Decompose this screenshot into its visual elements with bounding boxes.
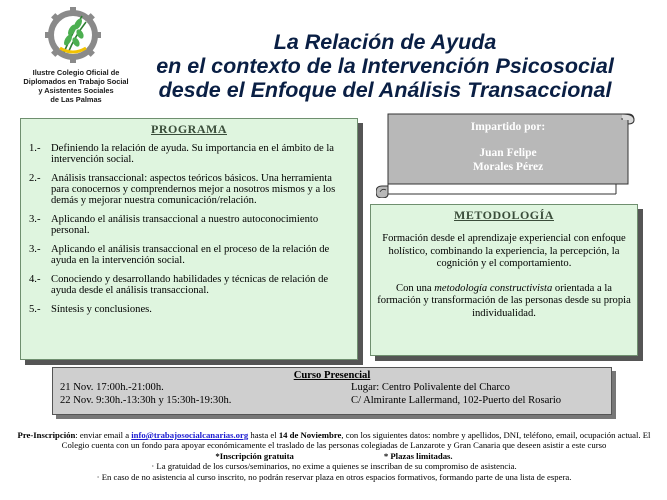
- metodologia-box: [370, 204, 638, 356]
- pre-inscripcion-text-2: hasta el: [248, 430, 279, 440]
- college-name-line: de Las Palmas: [50, 95, 102, 104]
- curso-row: [53, 382, 611, 395]
- programa-item-text: Aplicando el análisis transaccional en el proceso de la relación de ayuda en la intervención social.: [51, 244, 330, 266]
- programa-item-text: Definiendo la relación de ayuda. Su importancia en el ámbito de la intervención social.: [51, 143, 334, 165]
- programa-list: [29, 143, 349, 315]
- metodologia-paragraph-1: Formación desde el aprendizaje experiencial con enfoque holístico, combinando la experiencia, la percepción, la cognición y el comportamiento.: [382, 233, 626, 269]
- programa-item-number: 3.-: [29, 244, 41, 255]
- programa-item-number: 2.-: [29, 173, 41, 184]
- programa-item: [29, 173, 349, 206]
- metodologia-p2-emphasis: metodología constructivista: [434, 282, 553, 294]
- title-line-3: desde el Enfoque del Análisis Transaccional: [158, 78, 612, 102]
- programa-item-number: 3.-: [29, 214, 41, 225]
- programa-box: [20, 118, 358, 360]
- footer-note-2: · En caso de no asistencia al curso inscrito, no podrán reservar plaza en otros espacios formativos, formando parte de una lista de espera.: [96, 471, 572, 482]
- impartido-text: [394, 120, 622, 174]
- college-name-line: Diplomados en Trabajo Social: [23, 77, 129, 86]
- programa-item-text: Aplicando el análisis transaccional a nuestro autoconocimiento personal.: [51, 214, 319, 236]
- programa-item: [29, 304, 349, 315]
- college-name-line: y Asistentes Sociales: [38, 86, 114, 95]
- page-title: [130, 30, 640, 102]
- programa-item: [29, 244, 349, 266]
- pre-inscripcion-text-3: , con los siguientes datos: nombre y apellidos, DNI, teléfono, email, ocupación actual. El Colegio cuenta con un fondo para apoyar económicamente el traslado de las personas colegiadas de Lanzarote y Gran Canaria que deseen asistir a este curso: [61, 430, 651, 451]
- metodologia-p2-suffix: orientada a la formación y transformación de las personas desde su propia individualidad.: [377, 282, 631, 319]
- college-name: [20, 68, 132, 104]
- pre-inscripcion-paragraph: [8, 430, 660, 451]
- plazas-limitadas: * Plazas limitadas.: [383, 450, 453, 461]
- email-link[interactable]: info@trabajosocialcanarias.org: [131, 430, 249, 440]
- curso-title: Curso Presencial: [293, 370, 371, 381]
- curso-address: C/ Almirante Lallermand, 102-Puerto del Rosario: [351, 395, 562, 406]
- metodologia-paragraph-2: [377, 283, 631, 321]
- inscripcion-gratuita: *Inscripción gratuita: [215, 450, 294, 461]
- instructor-first-name: Juan Felipe: [479, 147, 537, 159]
- programa-item-number: 1.-: [29, 143, 41, 154]
- college-name-line: Ilustre Colegio Oficial de: [32, 68, 120, 77]
- pre-inscripcion-text: : enviar email a: [75, 430, 132, 440]
- programa-heading: PROGRAMA: [151, 122, 227, 136]
- impartido-scroll: [376, 110, 636, 198]
- title-line-1: La Relación de Ayuda: [273, 30, 497, 54]
- footer-note-1: · La gratuidad de los cursos/seminarios, no exime a quienes se inscriban de su compromiso de asistencia.: [151, 461, 517, 472]
- inscripcion-notes: [8, 451, 660, 461]
- footer: [8, 430, 660, 482]
- programa-item: [29, 143, 349, 165]
- programa-item-text: Análisis transaccional: aspectos teóricos básicos. Una herramienta para conocernos y comprendernos mejor a nosotros mismos y a los demás y mejorar nuestra comunicación/relación.: [51, 173, 336, 206]
- programa-item: [29, 214, 349, 236]
- programa-item: [29, 274, 349, 296]
- impartido-heading: Impartido por:: [470, 121, 546, 133]
- metodologia-p2-prefix: Con una: [396, 282, 435, 294]
- curso-row: [53, 395, 611, 408]
- programa-item-number: 4.-: [29, 274, 41, 285]
- college-logo-icon: [42, 4, 104, 66]
- metodologia-heading: METODOLOGÍA: [454, 208, 554, 222]
- pre-inscripcion-label: Pre-Inscripción: [17, 430, 76, 440]
- title-line-2: en el contexto de la Intervención Psicosocial: [156, 54, 614, 78]
- curso-schedule-1: 21 Nov. 17:00h.-21:00h.: [60, 382, 164, 393]
- curso-location: Lugar: Centro Polivalente del Charco: [351, 382, 510, 393]
- programa-item-number: 5.-: [29, 304, 41, 315]
- curso-box: [52, 367, 612, 415]
- curso-schedule-2: 22 Nov. 9:30h.-13:30h y 15:30h-19:30h.: [60, 395, 232, 406]
- programa-item-text: Síntesis y conclusiones.: [51, 304, 152, 315]
- programa-item-text: Conociendo y desarrollando habilidades y técnicas de relación de ayuda desde el análisis transaccional.: [51, 274, 329, 296]
- instructor-last-name: Morales Pérez: [472, 161, 544, 173]
- deadline-date: 14 de Noviembre: [278, 430, 342, 440]
